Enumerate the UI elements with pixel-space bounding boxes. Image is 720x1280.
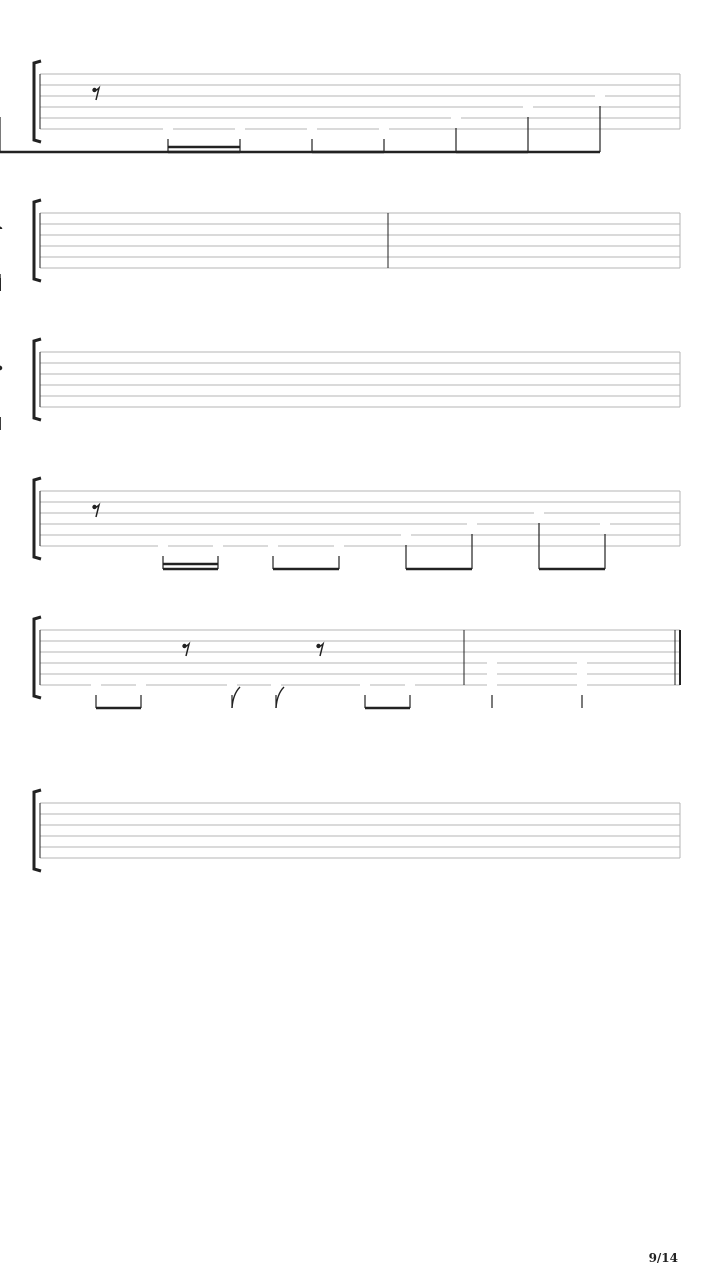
fret-background <box>0 240 10 252</box>
tab-system <box>0 61 680 152</box>
fret-background <box>0 251 10 263</box>
fret-background <box>600 518 610 530</box>
fret-background <box>595 90 605 102</box>
fret-background <box>379 123 389 135</box>
fret-background <box>163 123 173 135</box>
eighth-rest <box>0 366 2 370</box>
tab-system <box>0 200 680 291</box>
fret-background <box>467 518 477 530</box>
page-number: 9/14 <box>648 1251 678 1265</box>
tab-systems <box>0 61 680 871</box>
fret-background <box>268 540 278 552</box>
fret-background <box>0 229 10 241</box>
fret-background <box>0 401 10 413</box>
fret-background <box>235 123 245 135</box>
fret-background <box>401 529 411 541</box>
tab-system <box>0 339 680 430</box>
fret-background <box>0 262 10 274</box>
fret-background <box>213 540 223 552</box>
fret-background <box>534 507 544 519</box>
fret-background <box>487 668 497 680</box>
fret-background <box>360 679 370 691</box>
fret-background <box>91 679 101 691</box>
fret-background <box>405 679 415 691</box>
fret-background <box>307 123 317 135</box>
fret-background <box>0 101 10 113</box>
fret-background <box>227 679 237 691</box>
fret-background <box>136 679 146 691</box>
tab-system <box>34 478 680 569</box>
fret-background <box>487 679 497 691</box>
tab-system <box>34 790 680 871</box>
fret-background <box>577 657 587 669</box>
fret-background <box>523 101 533 113</box>
fret-background <box>334 540 344 552</box>
fret-background <box>451 112 461 124</box>
fret-background <box>577 679 587 691</box>
fret-background <box>271 679 281 691</box>
fret-background <box>487 657 497 669</box>
tab-system <box>34 617 680 708</box>
fret-background <box>158 540 168 552</box>
fret-background <box>577 668 587 680</box>
